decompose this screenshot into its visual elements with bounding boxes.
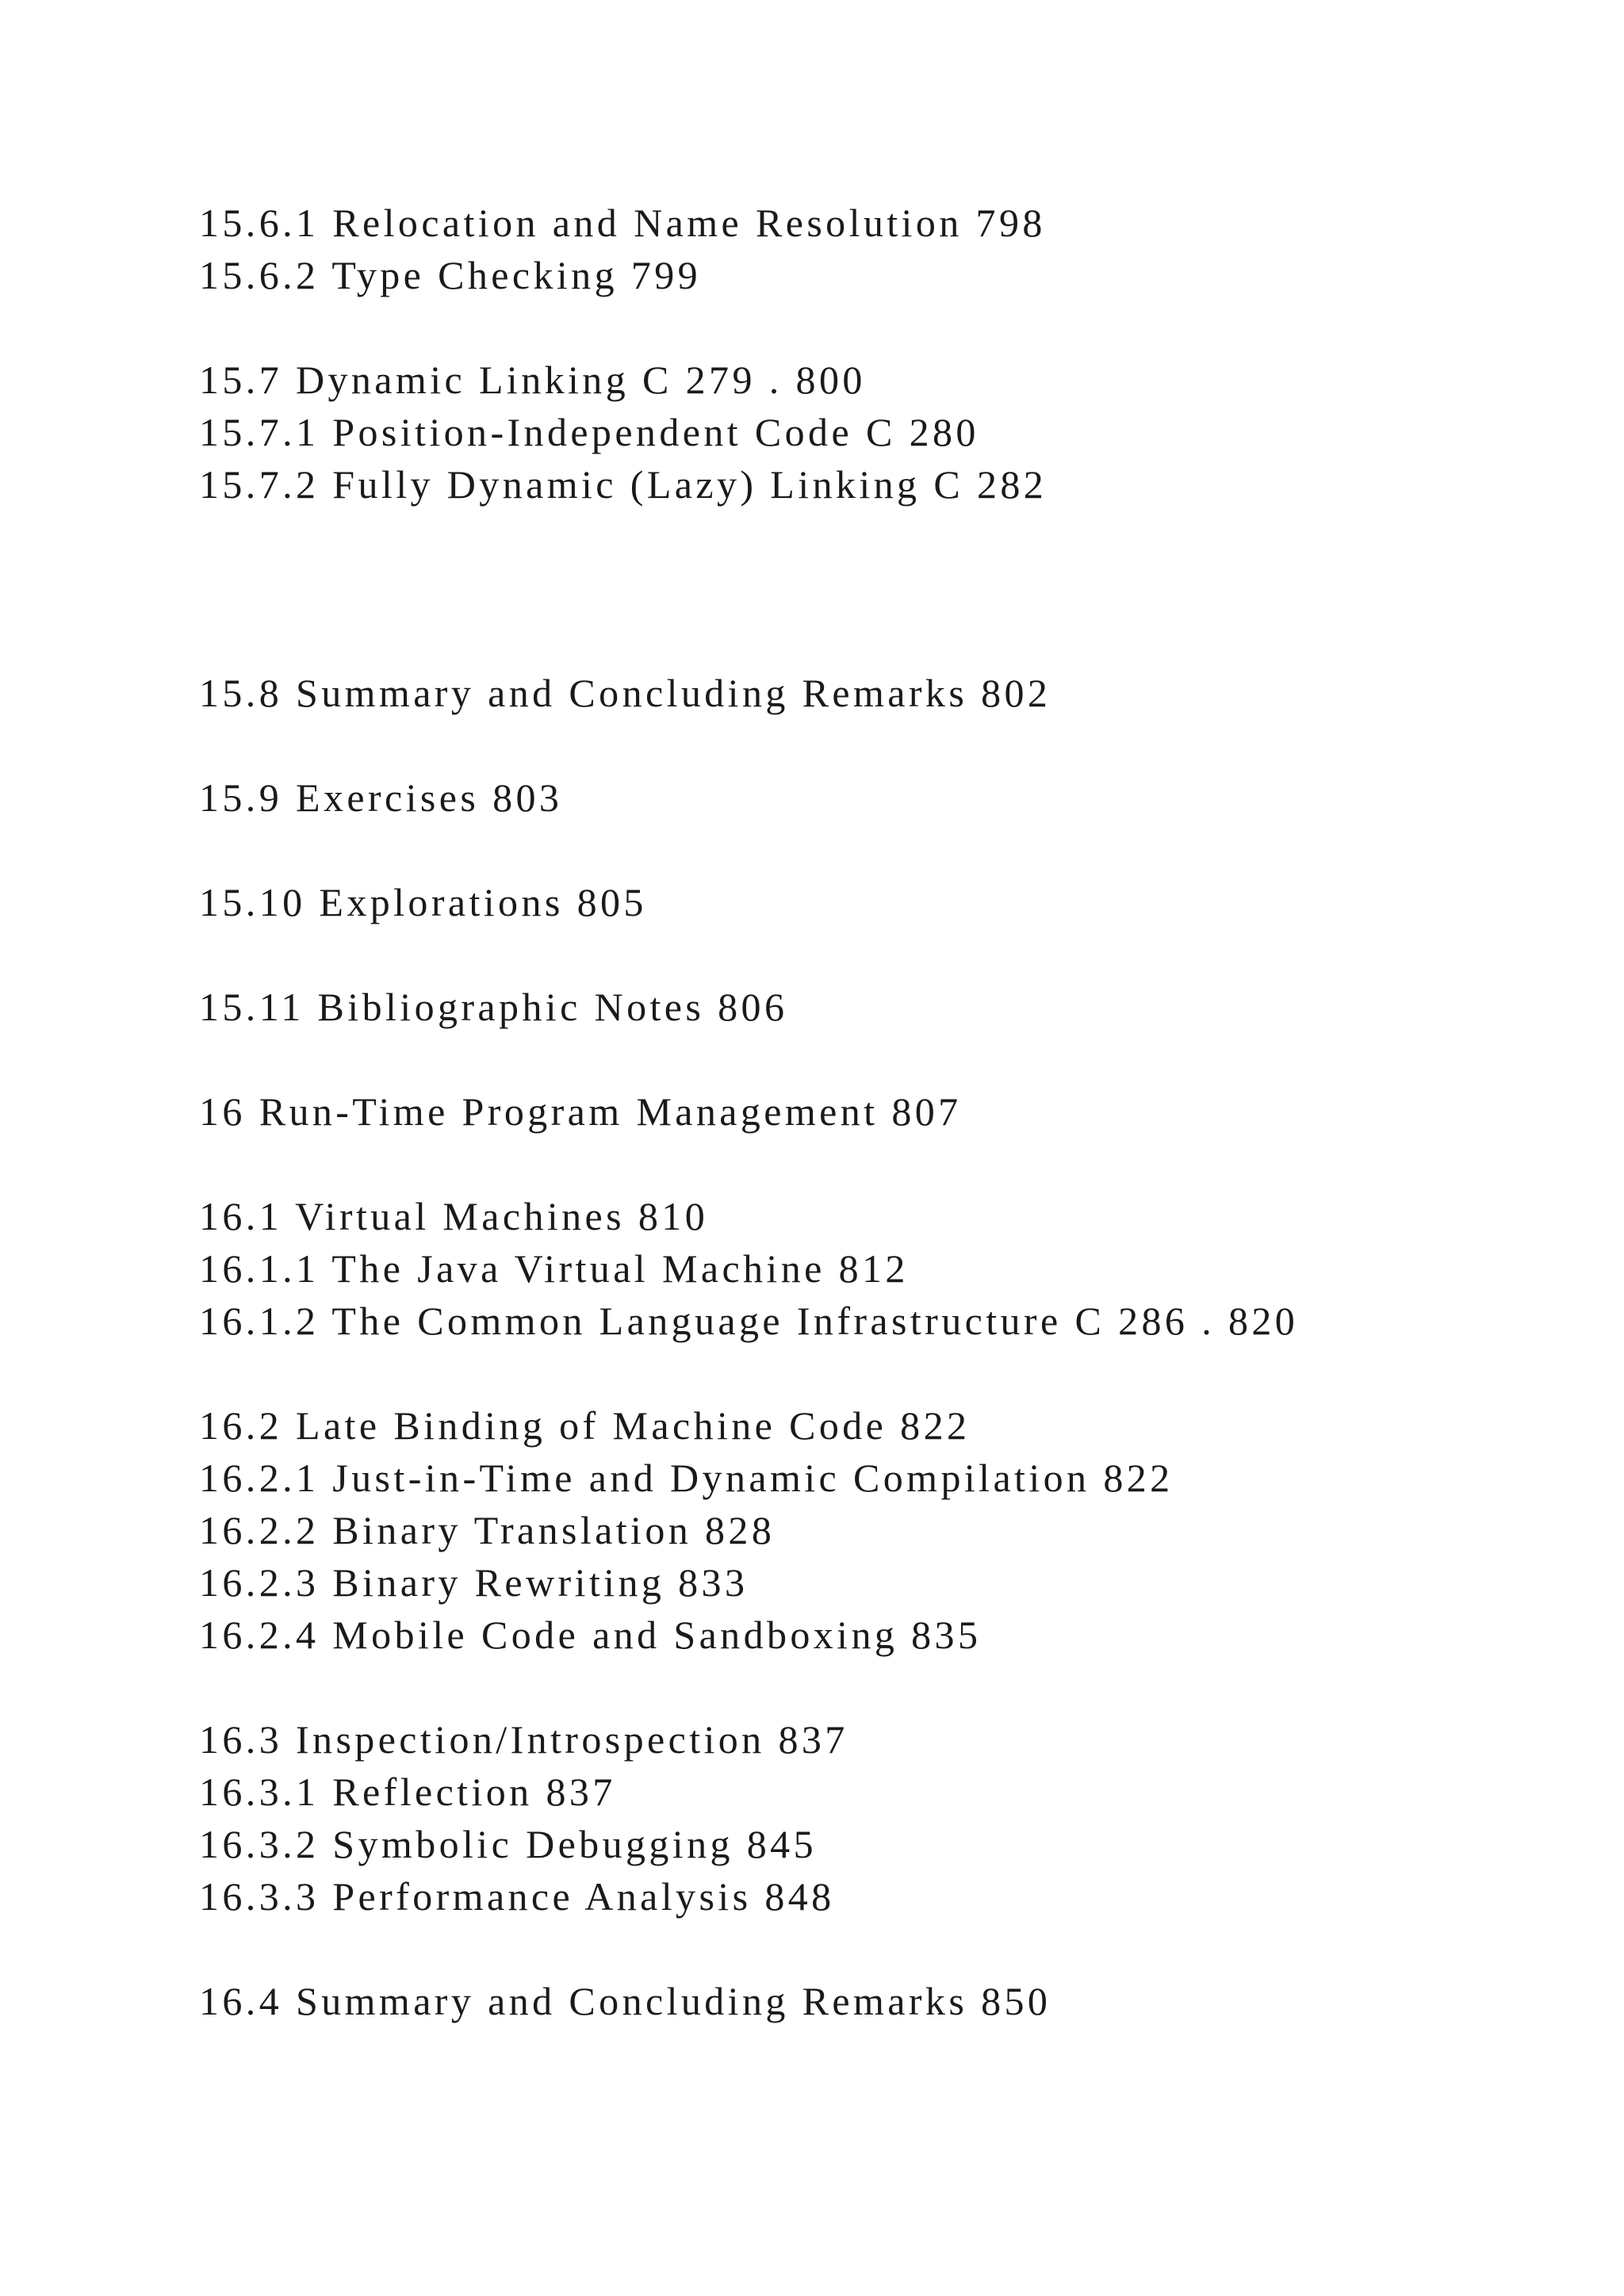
toc-entry-15-11: 15.11 Bibliographic Notes 806 — [199, 985, 788, 1029]
toc-entry-15-7: 15.7 Dynamic Linking C 279 . 800 — [199, 358, 866, 402]
toc-entry-15-7-1: 15.7.1 Position-Independent Code C 280 — [199, 410, 979, 454]
toc-entry-16-2-2: 16.2.2 Binary Translation 828 — [199, 1508, 776, 1552]
toc-entry-16-3-2: 16.3.2 Symbolic Debugging 845 — [199, 1822, 817, 1866]
toc-entry-16-4: 16.4 Summary and Concluding Remarks 850 — [199, 1979, 1051, 2023]
toc-entry-15-6-2: 15.6.2 Type Checking 799 — [199, 253, 702, 297]
toc-entry-15-10: 15.10 Explorations 805 — [199, 880, 647, 924]
toc-entry-16-3: 16.3 Inspection/Introspection 837 — [199, 1717, 848, 1762]
toc-entry-16-2: 16.2 Late Binding of Machine Code 822 — [199, 1403, 971, 1448]
toc-entry-16-1: 16.1 Virtual Machines 810 — [199, 1194, 709, 1238]
toc-entry-16-2-3: 16.2.3 Binary Rewriting 833 — [199, 1560, 749, 1605]
toc-entry-16-2-1: 16.2.1 Just-in-Time and Dynamic Compilation 822 — [199, 1456, 1174, 1500]
toc-entry-15-9: 15.9 Exercises 803 — [199, 775, 563, 820]
toc-entry-16-3-1: 16.3.1 Reflection 837 — [199, 1770, 616, 1814]
toc-entry-16-1-1: 16.1.1 The Java Virtual Machine 812 — [199, 1246, 909, 1291]
toc-entry-16-2-4: 16.2.4 Mobile Code and Sandboxing 835 — [199, 1613, 982, 1657]
toc-entry-16-3-3: 16.3.3 Performance Analysis 848 — [199, 1874, 835, 1919]
toc-entry-16-1-2: 16.1.2 The Common Language Infrastructure C 286 . 820 — [199, 1299, 1299, 1343]
toc-entry-15-8: 15.8 Summary and Concluding Remarks 802 — [199, 671, 1051, 715]
toc-entry-15-6-1: 15.6.1 Relocation and Name Resolution 798 — [199, 201, 1046, 245]
toc-entry-16: 16 Run-Time Program Management 807 — [199, 1089, 962, 1134]
toc-entry-15-7-2: 15.7.2 Fully Dynamic (Lazy) Linking C 282 — [199, 462, 1048, 507]
